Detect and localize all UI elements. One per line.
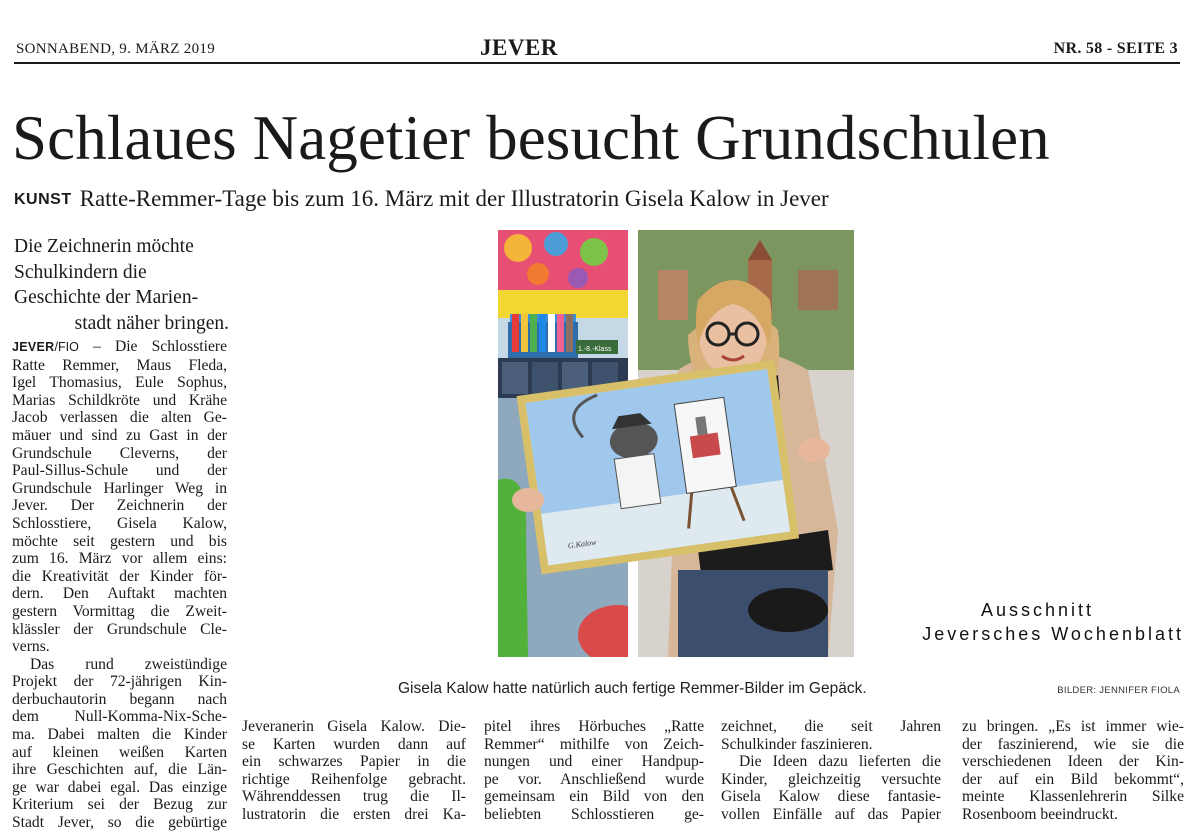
article-headline: Schlaues Nagetier besucht Grundschulen bbox=[12, 103, 1050, 173]
teaser bbox=[14, 234, 229, 336]
body-line: Kinder, gleichzeitig versuchte bbox=[721, 770, 941, 788]
body-line: Projekt der 72-jährigen Kin- bbox=[12, 673, 227, 691]
article-subline bbox=[14, 182, 1194, 217]
body-line: klässler der Grundschule Cle- bbox=[12, 620, 227, 638]
body-line: dern. Den Auftakt machten bbox=[12, 585, 227, 603]
photo-illustration bbox=[498, 230, 854, 657]
body-line: gemeinsam ein Bild von den bbox=[484, 788, 704, 806]
body-line: ihre Geschichten auf, die Län- bbox=[12, 761, 227, 779]
body-line: Die Ideen dazu lieferten die bbox=[739, 753, 941, 771]
body-line: Jacob verlassen die alten Ge- bbox=[12, 409, 227, 427]
page-number: NR. 58 - SEITE 3 bbox=[1053, 40, 1178, 57]
masthead bbox=[14, 36, 1180, 64]
body-line: richtige Reihenfolge gebracht. bbox=[242, 770, 466, 788]
body-line: verschiedenen Ideen der Kin- bbox=[962, 753, 1184, 771]
section-title: JEVER bbox=[480, 35, 558, 60]
body-line: pitel ihres Hörbuches „Ratte bbox=[484, 718, 704, 735]
body-line: zu bringen. „Es ist immer wie- bbox=[962, 718, 1184, 735]
body-line: vollen Einfälle auf das Papier bbox=[721, 805, 941, 823]
body-line: Marias Schildkröte und Krähe bbox=[12, 391, 227, 409]
body-line: Ratte Remmer, Maus Fleda, bbox=[12, 356, 227, 374]
body-line: Igel Thomasius, Eule Sophus, bbox=[12, 374, 227, 392]
teaser-line: Die Zeichnerin möchte bbox=[14, 236, 194, 257]
body-line: Grundschule Cleverns, der bbox=[12, 444, 227, 462]
body-line: dem Null-Komma-Nix-Sche- bbox=[12, 708, 227, 726]
shelf-label: 1.-8.-Klass bbox=[578, 346, 612, 353]
kicker: KUNST bbox=[14, 191, 72, 208]
body-line: beliebten Schlosstieren ge- bbox=[484, 805, 704, 823]
body-line: Paul-Sillus-Schule und der bbox=[12, 462, 227, 480]
overlay-line-1: Ausschnitt bbox=[980, 600, 1094, 620]
body-line: lustratorin die ersten drei Ka- bbox=[242, 805, 466, 823]
body-line: pe vor. Anschließend wurde bbox=[484, 770, 704, 788]
body-line: ein schwarzes Papier in die bbox=[242, 753, 466, 771]
body-line: gestern Vormittag die Zweit- bbox=[12, 602, 227, 620]
body-line: Jever. Der Zeichnerin der bbox=[12, 497, 227, 515]
article-column-5 bbox=[962, 718, 1184, 824]
body-line: Grundschule Harlinger Weg in bbox=[12, 479, 227, 497]
body-line: der faszinierend, wie sie die bbox=[962, 735, 1184, 753]
dateline-agency: /FIO bbox=[54, 340, 79, 354]
body-line: se Karten wurden dann auf bbox=[242, 735, 466, 753]
body-line: zeichnet, die seit Jahren bbox=[721, 718, 941, 735]
body-line: ge war dabei egal. Das einzige bbox=[12, 778, 227, 796]
body-line: möchte seit gestern und bis bbox=[12, 532, 227, 550]
article-column-4 bbox=[721, 718, 941, 824]
photo-credit: BILDER: JENNIFER FIOLA bbox=[1057, 685, 1180, 696]
dateline-text: – Die Schlosstiere bbox=[92, 338, 227, 355]
body-line: Stadt Jever, so die gebürtige bbox=[12, 814, 227, 832]
body-line: Schlosstiere, Gisela Kalow, bbox=[12, 514, 227, 532]
photo-caption: Gisela Kalow hatte natürlich auch fertige Remmer-Bilder im Gepäck. bbox=[398, 680, 867, 697]
body-line: mäuer und sind zu Gast in der bbox=[12, 426, 227, 444]
subline-text: Ratte-Remmer-Tage bis zum 16. März mit der Illustratorin Gisela Kalow in Jever bbox=[79, 186, 829, 211]
article-photo bbox=[498, 230, 854, 657]
painting-signature: G.Kalow bbox=[567, 537, 597, 551]
issue-date: SONNABEND, 9. MÄRZ 2019 bbox=[16, 41, 215, 57]
body-line bbox=[12, 338, 227, 357]
body-line: die Kreativität der Kinder för- bbox=[12, 567, 227, 585]
body-line: der auf ein Bild bekommt“, bbox=[962, 770, 1184, 788]
dateline-place: JEVER bbox=[12, 340, 55, 354]
body-line: derbuchautorin begann nach bbox=[12, 690, 227, 708]
article-column-3 bbox=[484, 718, 704, 824]
teaser-line: stadt näher bringen. bbox=[74, 312, 229, 334]
article-column-1 bbox=[12, 338, 227, 832]
body-line: verns. bbox=[12, 638, 50, 656]
clipping-overlay bbox=[862, 598, 1184, 646]
teaser-line: Geschichte der Marien- bbox=[14, 287, 199, 308]
overlay-line-2: Jeversches Wochenblatt bbox=[922, 624, 1184, 644]
body-line: Remmer“ mithilfe von Zeich- bbox=[484, 735, 704, 753]
body-line: nungen und einer Handpup- bbox=[484, 753, 704, 771]
body-line: Schulkinder faszinieren. bbox=[721, 735, 873, 753]
body-line: meinte Klassenlehrerin Silke bbox=[962, 788, 1184, 806]
body-line: zum 16. März vor allem eins: bbox=[12, 550, 227, 568]
body-line: Währenddessen trug die Il- bbox=[242, 788, 466, 806]
teaser-line: Schulkindern die bbox=[14, 261, 147, 283]
body-line: Kriterium sei der Bezug zur bbox=[12, 796, 227, 814]
body-line: Rosenboom beeindruckt. bbox=[962, 805, 1118, 823]
body-line: Gisela Kalow diese fantasie- bbox=[721, 788, 941, 806]
body-line: Jeveranerin Gisela Kalow. Die- bbox=[242, 718, 466, 735]
body-line: auf kleinen weißen Karten bbox=[12, 743, 227, 761]
article-column-2 bbox=[242, 718, 466, 824]
body-line: Das rund zweistündige bbox=[30, 655, 227, 673]
body-line: ma. Dabei malten die Kinder bbox=[12, 726, 227, 744]
